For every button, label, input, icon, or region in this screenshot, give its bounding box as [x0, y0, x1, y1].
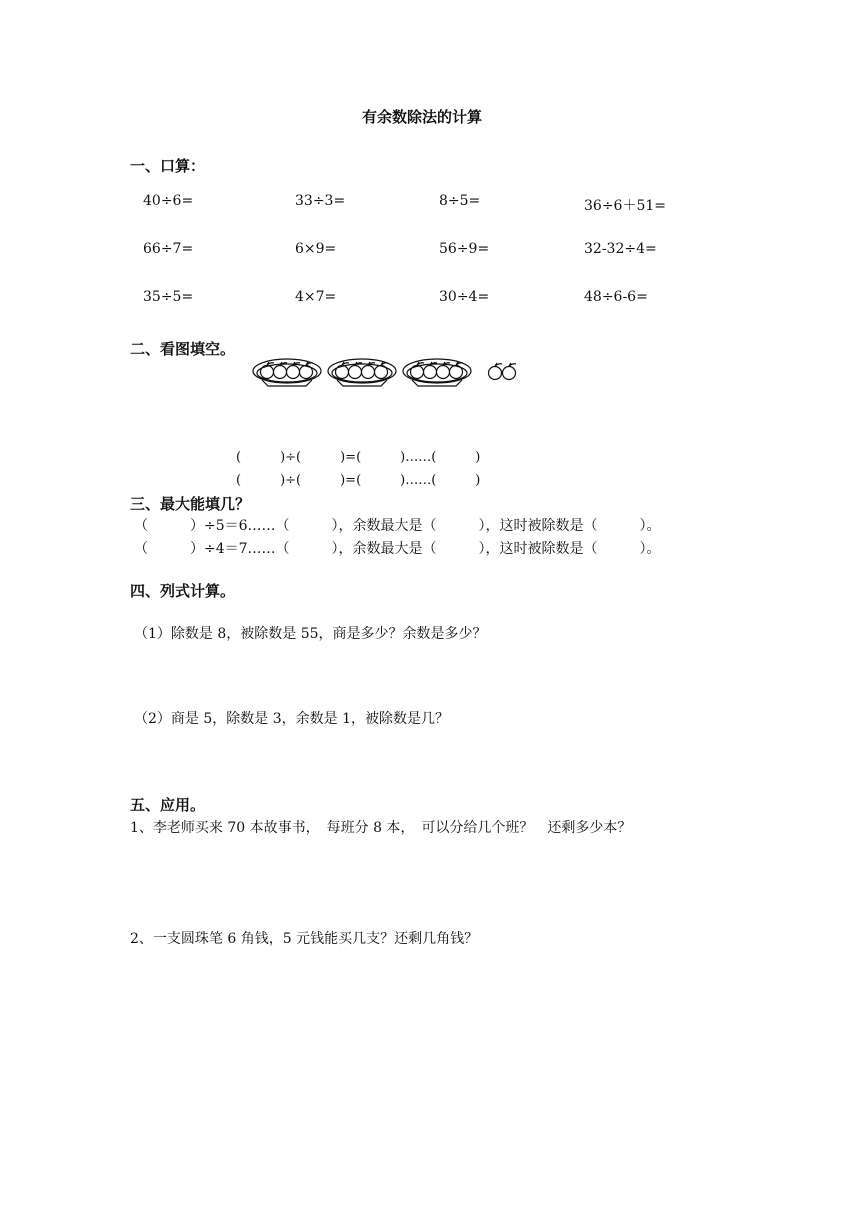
apple-icon — [375, 362, 389, 379]
apple-icon — [336, 362, 350, 379]
question-text: 2、一支圆珠笔 6 角钱，5 元钱能买几支？还剩几角钱？ — [130, 931, 479, 947]
question-text: 1、李老师买来 70 本故事书， 每班分 8 本， 可以分给几个班？ 还剩多少本？ — [130, 820, 632, 836]
calc-item: 32-32÷4= — [584, 241, 657, 257]
fill-blank-line: ( )÷( )=( )……( ) — [236, 473, 481, 488]
fill-blank-line: （ ）÷4＝7……（ ），余数最大是（ ），这时被除数是（ ）。 — [134, 541, 661, 557]
calc-item: 4×7= — [295, 289, 337, 305]
calc-item: 48÷6-6= — [584, 289, 648, 305]
question-text: （1）除数是 8，被除数是 55，商是多少？余数是多少？ — [134, 626, 487, 642]
calc-item: 56÷9= — [439, 241, 490, 257]
calc-item: 40÷6= — [143, 193, 194, 209]
apple-icon — [450, 362, 464, 379]
calc-item: 33÷3= — [295, 193, 346, 209]
calc-item: 30÷4= — [439, 289, 490, 305]
page-title: 有余数除法的计算 — [362, 108, 483, 126]
fill-blank-line: （ ）÷5＝6……（ ），余数最大是（ ），这时被除数是（ ）。 — [134, 518, 661, 534]
calc-item: 35÷5= — [143, 289, 194, 305]
apple-icon — [503, 363, 517, 380]
apple-icon — [300, 362, 314, 379]
apple-icon — [261, 362, 275, 379]
apple-icon — [489, 363, 503, 380]
section2-heading: 二、看图填空。 — [130, 340, 236, 358]
section3-heading: 三、最大能填几？ — [130, 495, 251, 513]
section5-heading: 五、应用。 — [130, 796, 206, 814]
apples-on-plates-illustration — [250, 352, 530, 392]
section1-heading: 一、口算： — [130, 157, 206, 175]
section4-heading: 四、列式计算。 — [130, 582, 236, 600]
fill-blank-line: ( )÷( )=( )……( ) — [236, 450, 481, 465]
question-text: （2）商是 5，除数是 3，余数是 1，被除数是几？ — [134, 711, 449, 727]
calc-item: 66÷7= — [143, 241, 194, 257]
calc-item: 8÷5= — [439, 193, 481, 209]
apple-icon — [411, 362, 425, 379]
calc-item: 36÷6＋51= — [584, 198, 666, 214]
calc-item: 6×9= — [295, 241, 337, 257]
